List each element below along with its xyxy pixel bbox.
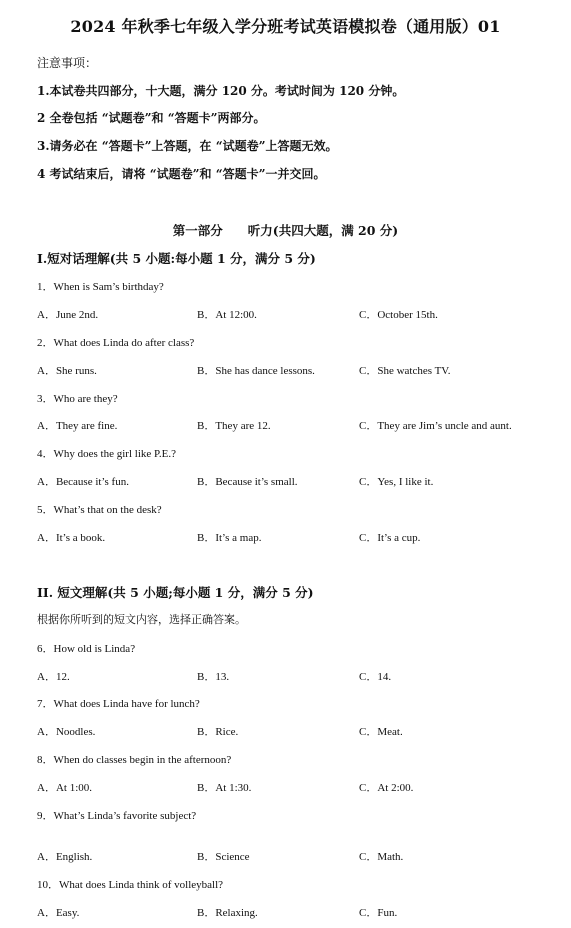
option-a: A．English. — [37, 851, 93, 863]
question-3: 3．Who are they? — [37, 393, 118, 405]
exam-title: 2024 年秋季七年级入学分班考试英语模拟卷（通用版）01 — [70, 17, 501, 36]
options-8 — [37, 779, 557, 795]
question-2: 2．What does Linda do after class? — [37, 337, 195, 349]
option-a: A．Easy. — [37, 907, 80, 919]
option-c: C．October 15th. — [359, 309, 438, 321]
section-two-title: II. 短文理解(共 5 小题;每小题 1 分，满分 5 分) — [37, 585, 314, 600]
question-8: 8．When do classes begin in the afternoon? — [37, 754, 232, 766]
option-b: B．Science — [197, 851, 250, 863]
question-10: 10．What does Linda think of volleyball? — [37, 879, 224, 891]
option-b: B．Relaxing. — [197, 907, 258, 919]
option-c: C．They are Jim’s uncle and aunt. — [359, 420, 512, 432]
option-b: B．She has dance lessons. — [197, 365, 315, 377]
option-a: A．June 2nd. — [37, 309, 99, 321]
options-7 — [37, 723, 557, 739]
question-5: 5．What’s that on the desk? — [37, 504, 162, 516]
option-c: C．Yes, I like it. — [359, 476, 434, 488]
option-b: B．They are 12. — [197, 420, 271, 432]
option-c: C．At 2:00. — [359, 782, 414, 794]
note-item-2: 2 全卷包括 “试题卷”和 “答题卡”两部分。 — [37, 111, 266, 125]
option-c: C．It’s a cup. — [359, 532, 421, 544]
option-c: C．14. — [359, 671, 392, 683]
option-c: C．Math. — [359, 851, 404, 863]
option-a: A．It’s a book. — [37, 532, 106, 544]
option-b: B．It’s a map. — [197, 532, 262, 544]
option-b: B．At 12:00. — [197, 309, 257, 321]
options-10 — [37, 904, 557, 920]
option-b: B．13. — [197, 671, 230, 683]
option-c: C．She watches TV. — [359, 365, 451, 377]
option-a: A．They are fine. — [37, 420, 118, 432]
question-6: 6．How old is Linda? — [37, 643, 136, 655]
note-item-3: 3.请务必在 “答题卡”上答题，在 “试题卷”上答题无效。 — [37, 139, 338, 153]
option-c: C．Meat. — [359, 726, 403, 738]
option-b: B．Rice. — [197, 726, 239, 738]
question-1: 1．When is Sam’s birthday? — [37, 281, 164, 293]
option-b: B．At 1:30. — [197, 782, 252, 794]
question-7: 7．What does Linda have for lunch? — [37, 698, 200, 710]
option-a: A．Noodles. — [37, 726, 96, 738]
options-4 — [37, 473, 557, 489]
options-9 — [37, 848, 557, 864]
option-a: A．At 1:00. — [37, 782, 92, 794]
option-c: C．Fun. — [359, 907, 398, 919]
option-b: B．Because it’s small. — [197, 476, 298, 488]
options-6 — [37, 668, 557, 684]
part-one-title: 第一部分 听力(共四大题，满 20 分) — [172, 223, 399, 238]
section-one-title: I.短对话理解(共 5 小题:每小题 1 分，满分 5 分) — [37, 251, 316, 266]
question-9: 9．What’s Linda’s favorite subject? — [37, 810, 197, 822]
option-a: A．Because it’s fun. — [37, 476, 129, 488]
options-3 — [37, 417, 557, 433]
notes-heading: 注意事项： — [37, 56, 98, 70]
note-item-4: 4 考试结束后，请将 “试题卷”和 “答题卡”一并交回。 — [37, 167, 326, 181]
option-a: A．12. — [37, 671, 70, 683]
option-a: A．She runs. — [37, 365, 97, 377]
options-5 — [37, 529, 557, 545]
options-1 — [37, 306, 557, 322]
section-two-instruction: 根据你所听到的短文内容，选择正确答案。 — [37, 613, 246, 626]
options-2 — [37, 362, 557, 378]
note-item-1: 1.本试卷共四部分，十大题，满分 120 分。考试时间为 120 分钟。 — [37, 84, 405, 98]
question-4: 4．Why does the girl like P.E.? — [37, 448, 177, 460]
